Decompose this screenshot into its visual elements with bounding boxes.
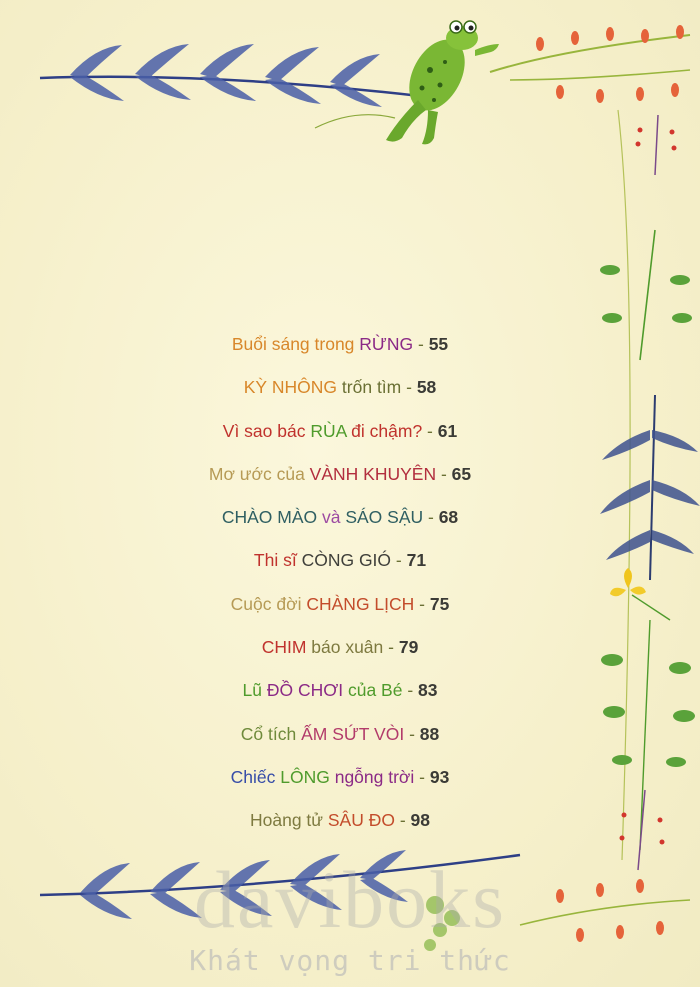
toc-page-number: 71 [406, 550, 427, 571]
toc-title-part: CHÀNG LỊCH [306, 593, 415, 614]
toc-title-part: RỪNG [359, 334, 414, 354]
toc-entry [130, 369, 550, 412]
toc-entry [130, 802, 550, 845]
toc-title-part: Vì sao bác [222, 420, 311, 441]
toc-entry [130, 413, 550, 456]
toc-title-part: Thi sĩ [253, 550, 302, 571]
toc-title-part: Buổi sáng trong [231, 334, 360, 354]
watermark-tagline: Khát vọng tri thức [189, 944, 511, 977]
toc-entry [130, 759, 550, 802]
toc-entry [130, 672, 550, 715]
toc-title-part: CÒNG GIÓ [301, 550, 392, 571]
toc-entry [130, 326, 550, 369]
toc-entry [130, 629, 550, 672]
toc-page-number: 83 [418, 680, 438, 701]
toc-page-number: 98 [410, 810, 430, 831]
toc-title-part: - [414, 766, 430, 787]
toc-title-part: Lũ [242, 680, 267, 701]
fern-icon [600, 230, 700, 870]
toc-title-part: VÀNH KHUYÊN [309, 463, 437, 484]
toc-title-part: - [394, 810, 411, 831]
toc-title-part: - [401, 377, 417, 398]
toc-title-part: ẤM SỨT VÒI [301, 723, 405, 744]
toc-page-number: 93 [429, 766, 450, 787]
toc-title-part: - [383, 637, 399, 658]
toc-entry [130, 499, 550, 542]
toc-title-part: CHÀO MÀO [221, 507, 318, 528]
toc-entry [130, 456, 550, 499]
yellow-flower-icon [610, 568, 670, 620]
toc-page-number: 88 [419, 723, 440, 744]
toc-title-part: - [423, 507, 439, 528]
toc-title-part: Mơ ước của [208, 463, 310, 484]
toc-title-part: SÁO SẬU [345, 507, 424, 528]
table-of-contents [130, 326, 550, 846]
toc-title-part: Chiếc [230, 766, 281, 787]
toc-title-part: trốn tìm [337, 377, 402, 398]
toc-title-part: - [414, 593, 430, 614]
toc-entry [130, 716, 550, 759]
toc-entry [130, 586, 550, 629]
toc-title-part: - [391, 550, 407, 571]
toc-title-part: và [317, 507, 346, 528]
toc-title-part: ngỗng trời [329, 766, 415, 787]
toc-title-part: - [402, 680, 419, 701]
toc-title-part: ĐỒ CHƠI [266, 680, 344, 701]
toc-title-part: SÂU ĐO [327, 810, 395, 831]
toc-title-part: LÔNG [280, 766, 330, 787]
toc-page-number: 61 [437, 420, 458, 441]
toc-title-part: Hoàng tử [249, 810, 328, 831]
toc-page-number: 55 [428, 334, 449, 354]
toc-title-part: Cổ tích [240, 723, 302, 744]
leaf-branch-icon [40, 44, 420, 107]
watermark-brand: daviboks [193, 854, 507, 945]
toc-entry [130, 542, 550, 585]
toc-title-part: - [404, 723, 420, 744]
toc-page-number: 65 [451, 463, 472, 484]
toc-title-part: - [422, 420, 438, 441]
toc-title-part: báo xuân [306, 637, 384, 658]
toc-title-part: - [436, 463, 452, 484]
toc-page-number: 79 [398, 637, 419, 658]
toc-page-number: 68 [438, 507, 459, 528]
toc-title-part: RÙA [310, 420, 347, 441]
toc-title-part: đi chậm? [346, 420, 423, 441]
toc-title-part: của Bé [343, 680, 403, 701]
toc-title-part: KỲ NHÔNG [243, 377, 338, 398]
toc-title-part: Cuộc đời [230, 593, 307, 614]
toc-title-part: CHIM [261, 637, 307, 658]
toc-page-number: 58 [416, 377, 437, 398]
toc-page-number: 75 [429, 593, 450, 614]
toc-title-part: - [413, 334, 429, 354]
